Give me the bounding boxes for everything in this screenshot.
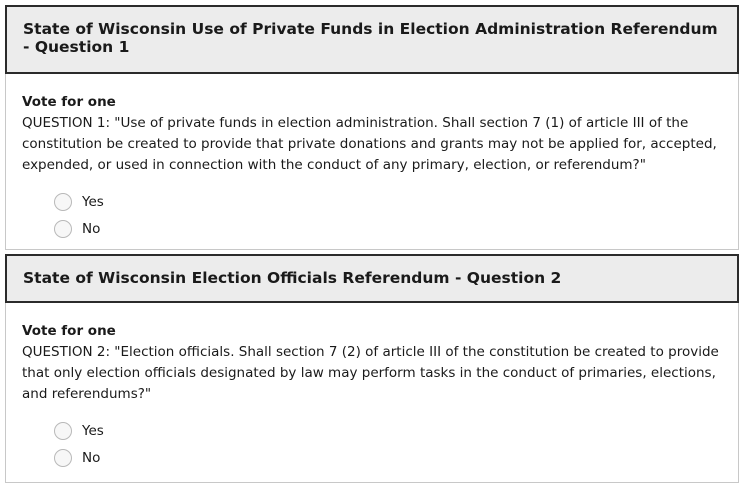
radio-button-yes[interactable]: [54, 193, 72, 211]
choice-group: [54, 417, 722, 471]
choice-no[interactable]: [54, 215, 722, 242]
radio-button-yes[interactable]: [54, 422, 72, 440]
contest-body: [6, 303, 738, 471]
contest-card-question-1: [5, 5, 739, 250]
choice-group: [54, 188, 722, 242]
choice-label-yes: Yes: [82, 422, 104, 439]
vote-for-instruction: Vote for one: [22, 94, 116, 110]
question-text: QUESTION 2: "Election officials. Shall section 7 (2) of article III of the constitution be created to provide that only election officials designated by law may perform tasks in the conduct of primaries, elections, and referendums?": [22, 344, 719, 402]
radio-button-no[interactable]: [54, 449, 72, 467]
choice-yes[interactable]: [54, 417, 722, 444]
question-text: QUESTION 1: "Use of private funds in election administration. Shall section 7 (1) of article III of the constitution be created to provide that private donations and grants may not be applied for, accepted, expended, or used in connection with the conduct of any primary, election, or referendum?": [22, 115, 717, 173]
choice-label-no: No: [82, 220, 101, 237]
vote-for-instruction: Vote for one: [22, 323, 116, 339]
contest-card-question-2: [5, 254, 739, 483]
choice-no[interactable]: [54, 444, 722, 471]
contest-title: State of Wisconsin Election Officials Referendum - Question 2: [5, 254, 739, 303]
choice-yes[interactable]: [54, 188, 722, 215]
contest-title: State of Wisconsin Use of Private Funds in Election Administration Referendum - Question 1: [5, 5, 739, 74]
contest-body: [6, 74, 738, 242]
choice-label-yes: Yes: [82, 193, 104, 210]
choice-label-no: No: [82, 449, 101, 466]
radio-button-no[interactable]: [54, 220, 72, 238]
